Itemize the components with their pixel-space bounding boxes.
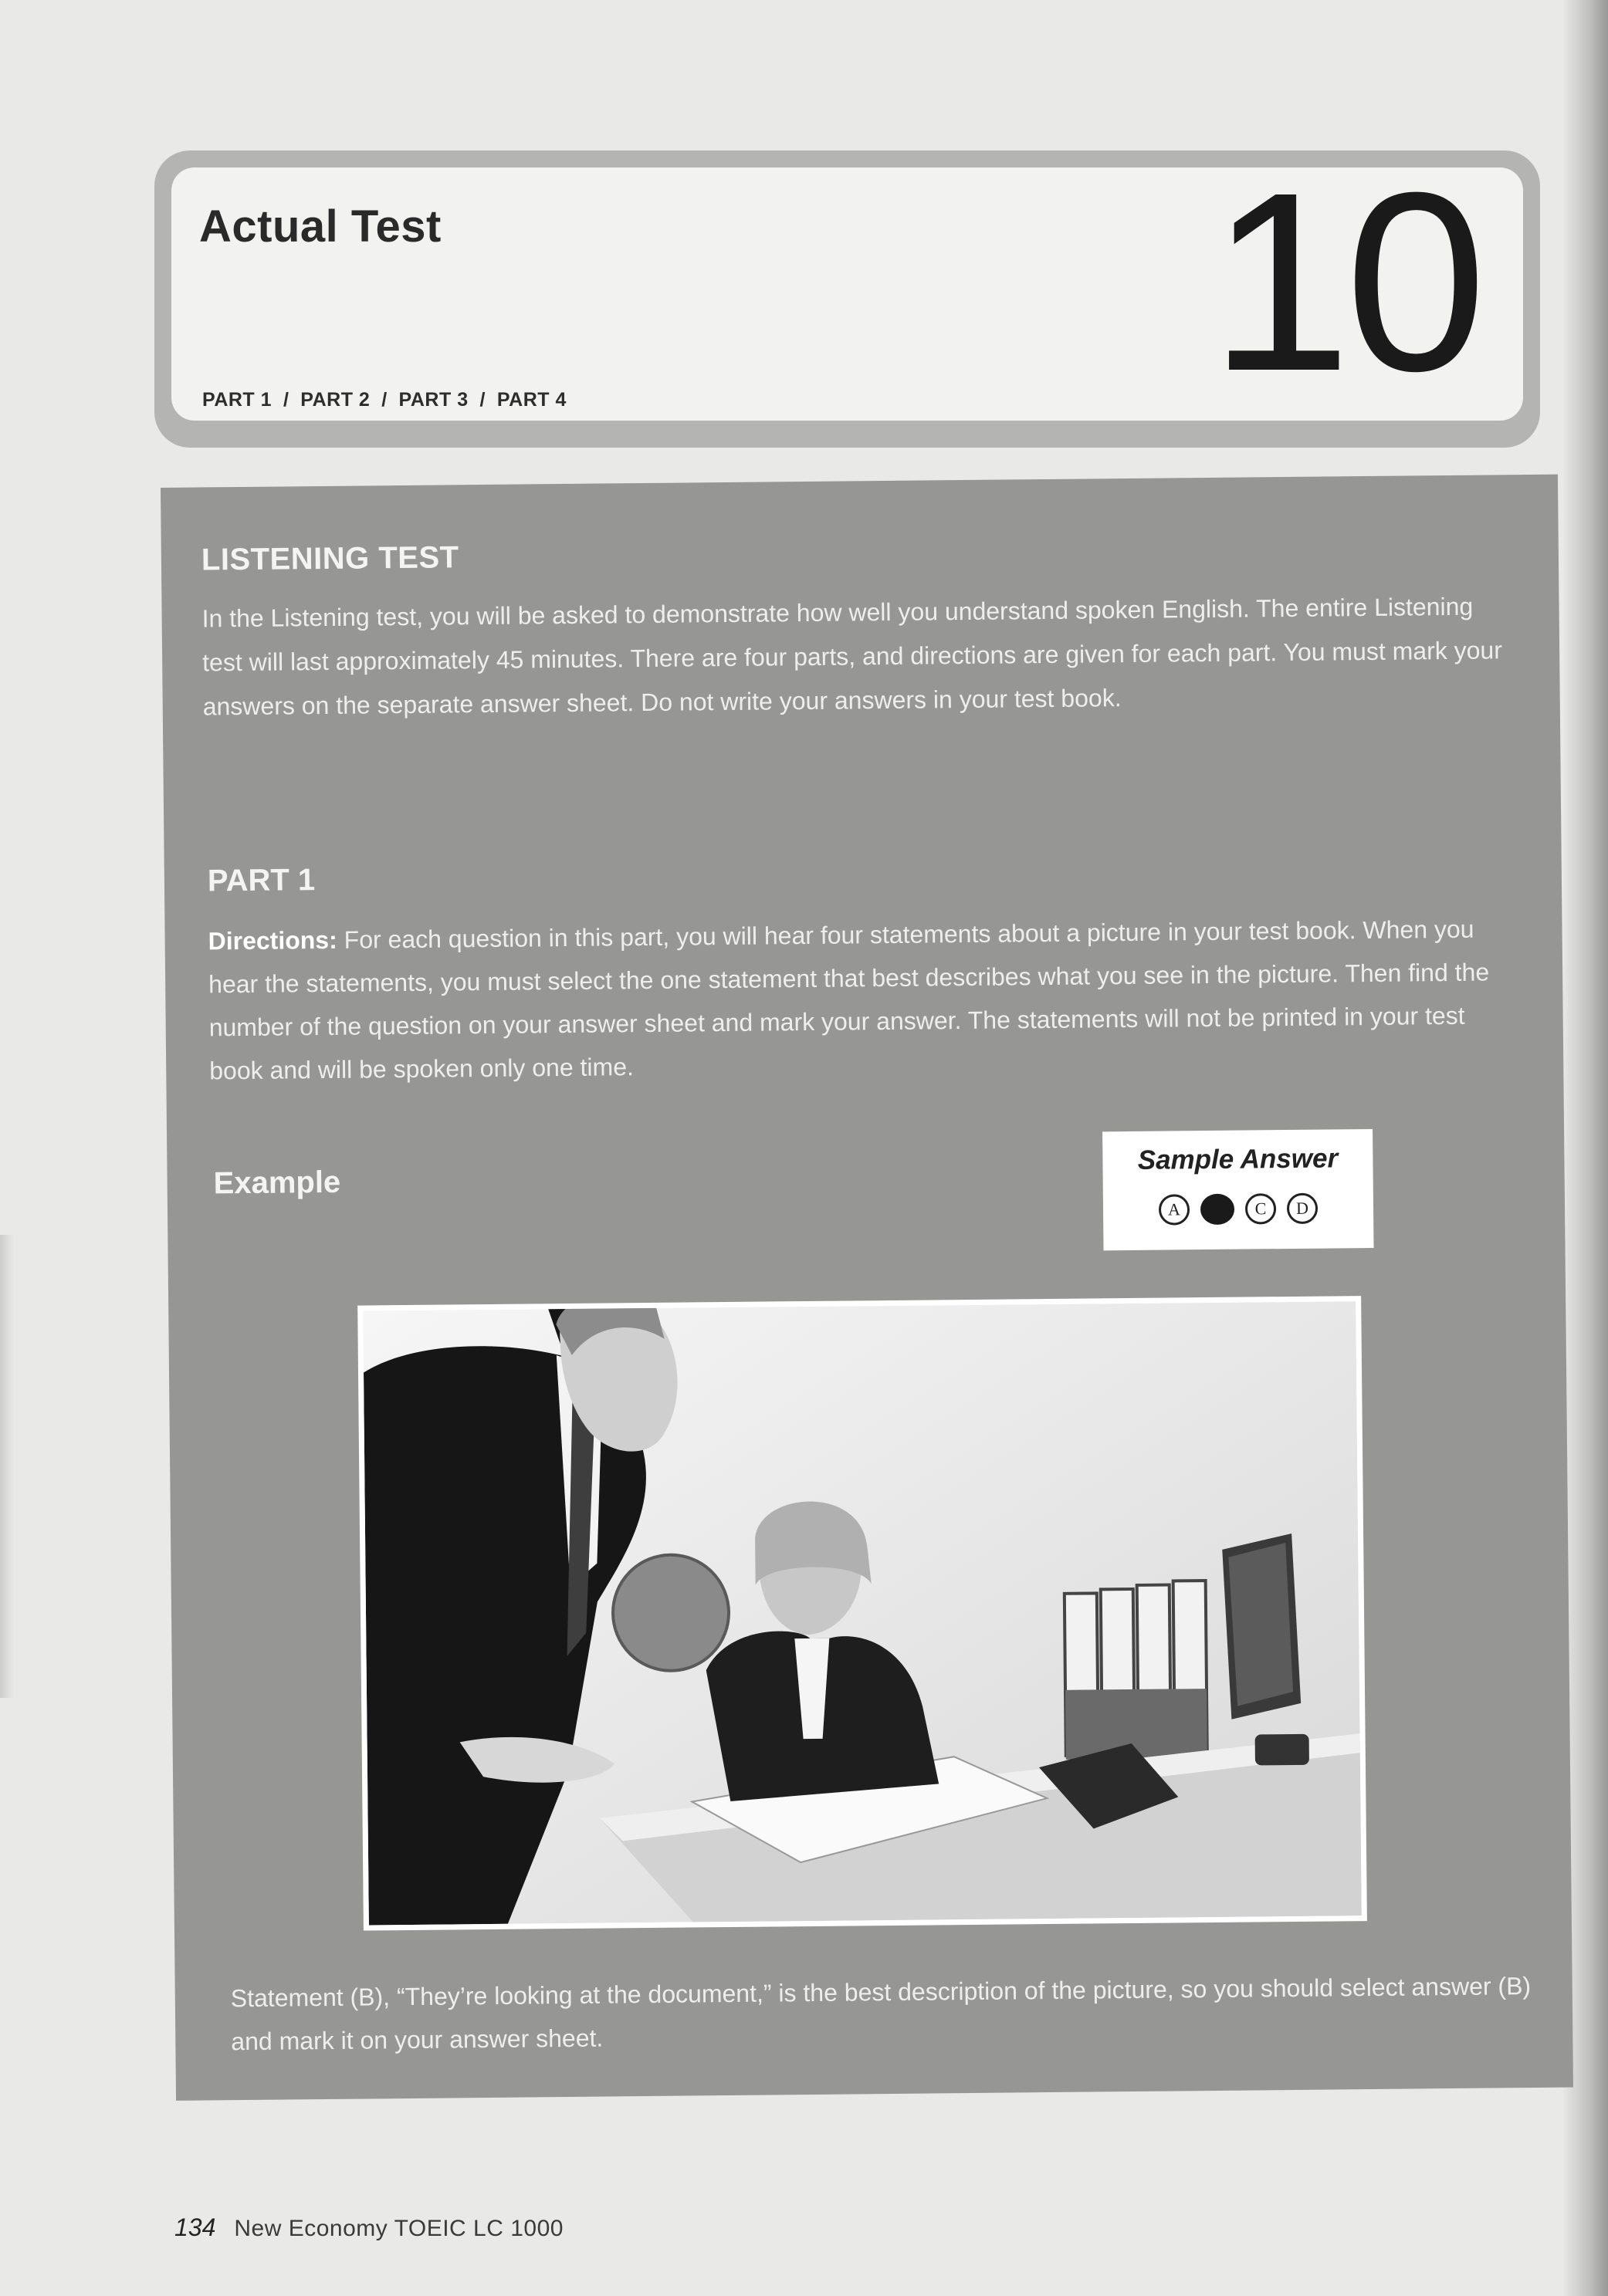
example-heading: Example (213, 1165, 341, 1201)
page-footer (174, 2213, 564, 2242)
header-title: Actual Test (199, 201, 442, 252)
header-parts-list: PART 1 / PART 2 / PART 3 / PART 4 (202, 389, 567, 411)
part1-directions (208, 907, 1522, 1092)
sample-answer-box (1102, 1129, 1373, 1250)
part1-heading: PART 1 (207, 863, 316, 898)
bubble-a: A (1159, 1194, 1190, 1225)
listening-test-heading: LISTENING TEST (201, 540, 459, 577)
directions-text: For each question in this part, you will hear four statements about a picture in your test book. When you hear the statements, you must select the one statement that best describes what you see in the picture. Then find the number of the question on your answer sheet and mark your answer. The statements will not be printed in your test book and will be spoken only one time. (208, 915, 1490, 1085)
answer-bubbles (1103, 1192, 1373, 1226)
example-statement: Statement (B), “They’re looking at the document,” is the best description of the picture, so you should select answer (B) and mark it on your answer sheet. (230, 1972, 1532, 2056)
page-edge-shadow (0, 1235, 14, 1698)
book-title: New Economy TOEIC LC 1000 (234, 2216, 564, 2241)
sample-answer-title: Sample Answer (1137, 1143, 1339, 1175)
page-number: 134 (174, 2213, 216, 2241)
office-scene-image (363, 1301, 1362, 1925)
bubble-b-filled (1200, 1194, 1234, 1225)
directions-label: Directions: (208, 925, 337, 955)
listening-instructions: In the Listening test, you will be asked to demonstrate how well you understand spoken English. The entire Listening test will last approximately 45 minutes. There are four parts, and directions are given for each part. You must mark your answers on the separate answer sheet. Do not write your answers in your test book. (201, 592, 1503, 721)
listening-panel (161, 475, 1573, 2101)
bubble-c: C (1245, 1193, 1276, 1224)
test-number: 10 (1209, 139, 1481, 424)
example-photo (357, 1296, 1367, 1930)
bubble-d: D (1287, 1193, 1318, 1224)
